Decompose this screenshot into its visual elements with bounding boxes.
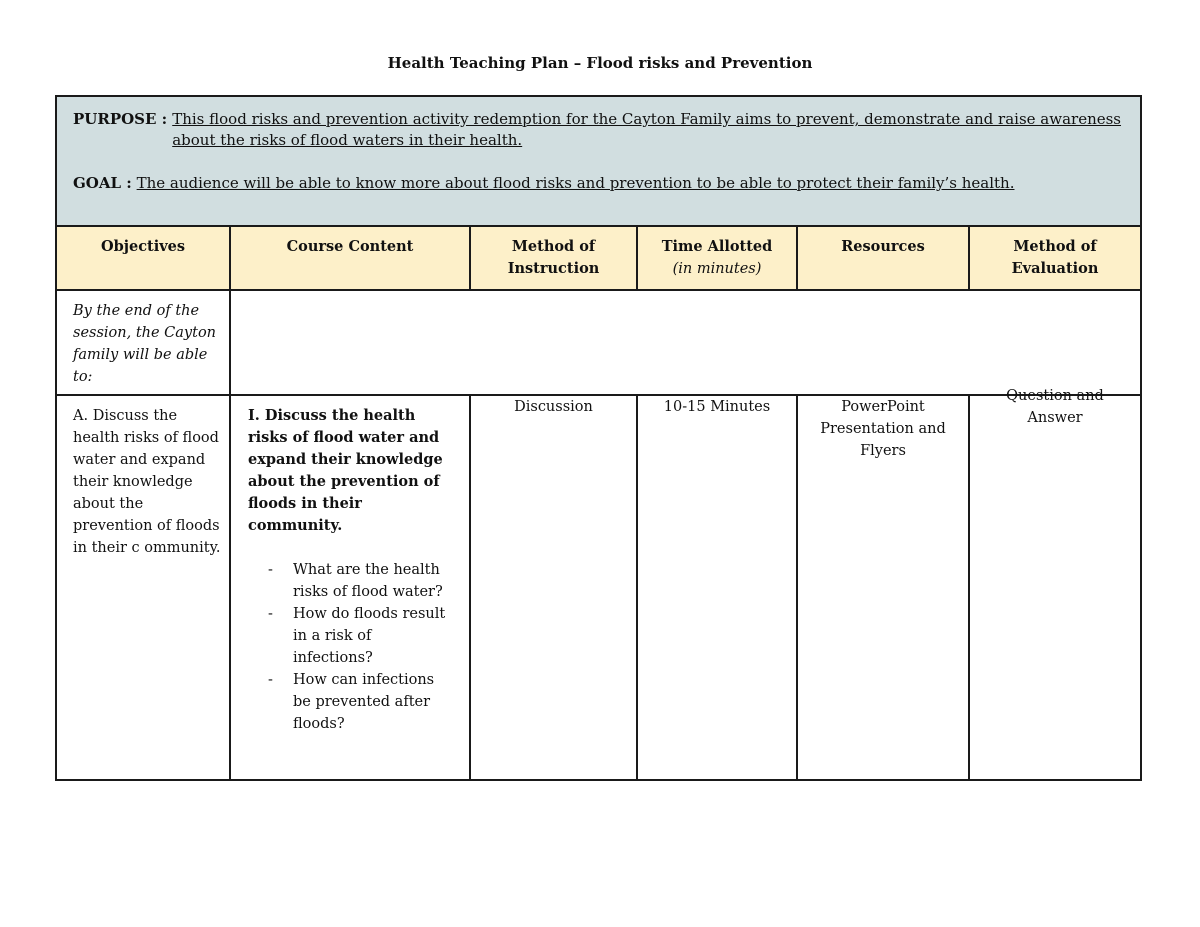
- bullet-dash: -: [268, 672, 273, 688]
- header-method-instruction-label: Method of Instruction: [507, 238, 600, 277]
- header-time-unit: (in minutes): [672, 261, 762, 277]
- question-list: [248, 559, 449, 735]
- course-content-title: I. Discuss the health risks of flood water and expand their knowledge about the prevention of floods in their community.: [248, 407, 443, 534]
- intro-empty-cell: [230, 290, 1141, 395]
- method-instruction-cell: Discussion: [470, 395, 637, 780]
- header-resources: Resources: [797, 226, 969, 290]
- bullet-dash: -: [268, 606, 273, 622]
- header-method-instruction: [470, 226, 637, 290]
- purpose-text: This flood risks and prevention activity redemption for the Cayton Family aims to prevent, demonstrate and raise awareness about the risks of flood waters in their health.: [172, 110, 1122, 149]
- page-title: Health Teaching Plan – Flood risks and Prevention: [387, 54, 813, 72]
- intro-cell: By the end of the session, the Cayton family will be able to:: [56, 290, 230, 395]
- list-item: [268, 559, 449, 603]
- goal-text: The audience will be able to know more about flood risks and prevention to be able to protect their family’s health.: [136, 174, 1015, 192]
- header-time-label: Time Allotted: [661, 238, 773, 255]
- list-item: [268, 669, 449, 735]
- header-objectives: Objectives: [56, 226, 230, 290]
- question-text: How do floods result in a risk of infections?: [293, 606, 446, 666]
- objective-cell: A. Discuss the health risks of flood water and expand their knowledge about the prevention of floods in their c ommunity.: [56, 395, 230, 780]
- purpose-goal-row: [56, 96, 1141, 226]
- purpose-label: PURPOSE :: [73, 110, 168, 128]
- intro-row: [56, 290, 1141, 395]
- goal-label: GOAL :: [73, 174, 132, 192]
- teaching-plan-table: [55, 95, 1142, 781]
- table-row: [56, 395, 1141, 780]
- list-item: [268, 603, 449, 669]
- resources-cell: [797, 395, 969, 780]
- resources-text: PowerPoint Presentation and Flyers: [820, 399, 946, 459]
- course-content-cell: [230, 395, 470, 780]
- time-cell: 10-15 Minutes: [637, 395, 797, 780]
- purpose-goal-cell: [56, 96, 1141, 226]
- goal-line: [73, 173, 1124, 194]
- evaluation-text: Question and Answer: [1006, 388, 1104, 426]
- header-method-evaluation: [969, 226, 1141, 290]
- question-text: What are the health risks of flood water?: [293, 562, 443, 600]
- header-time-allotted: [637, 226, 797, 290]
- header-method-evaluation-label: Method of Evaluation: [1011, 238, 1099, 277]
- evaluation-cell: [969, 388, 1141, 780]
- header-course-content: Course Content: [230, 226, 470, 290]
- question-text: How can infections be prevented after floods?: [293, 672, 435, 732]
- header-row: [56, 226, 1141, 290]
- purpose-line: [73, 109, 1124, 151]
- bullet-dash: -: [268, 562, 273, 578]
